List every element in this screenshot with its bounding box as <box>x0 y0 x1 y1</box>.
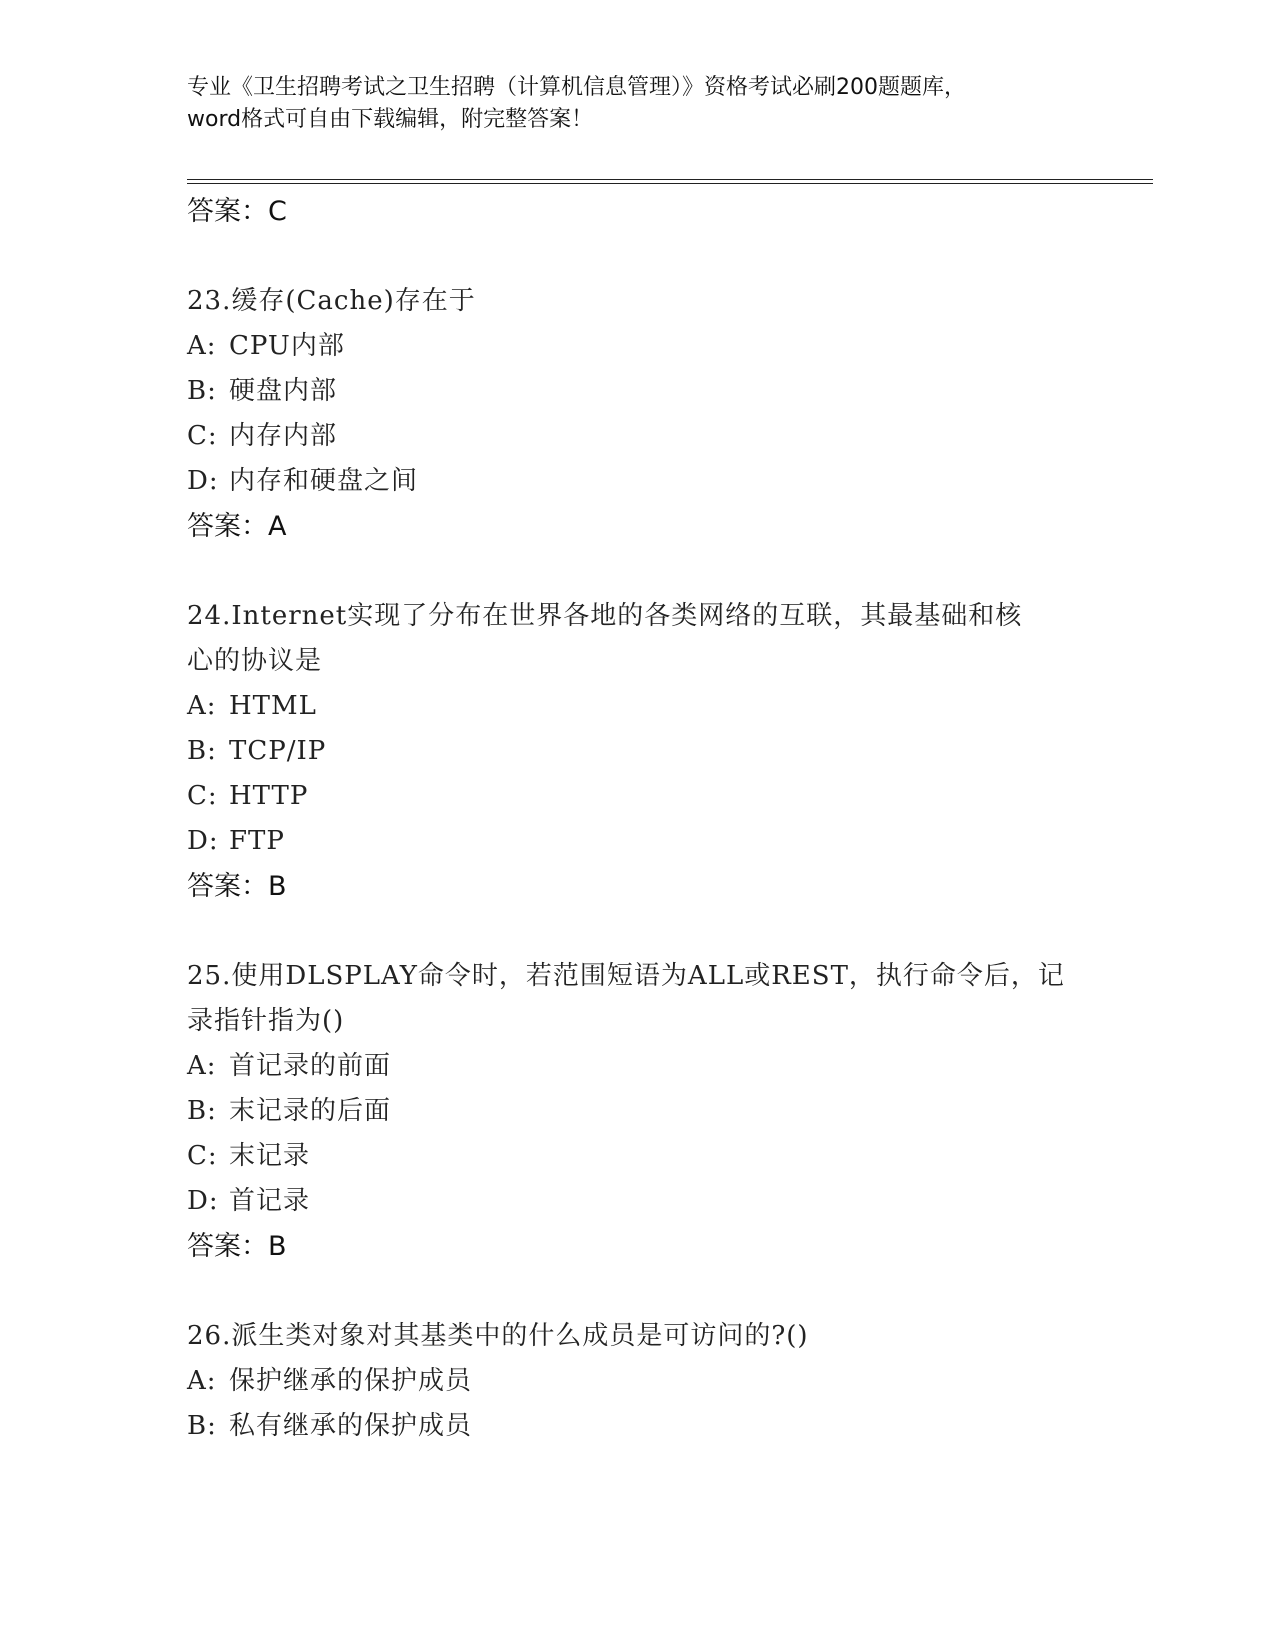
option-a <box>187 684 1127 729</box>
option-a <box>187 1044 1127 1089</box>
option-text: 内存内部 <box>229 421 338 451</box>
option-letter: D: <box>187 826 219 856</box>
header-line-1: 专业《卫生招聘考试之卫生招聘（计算机信息管理）》资格考试必刷200题题库， <box>187 75 966 100</box>
option-d <box>187 819 1127 864</box>
option-text: 保护继承的保护成员 <box>229 1366 473 1396</box>
answer-label: 答案：C <box>187 196 287 227</box>
question-stem <box>187 594 1127 684</box>
option-letter: A: <box>187 1051 217 1081</box>
option-letter: A: <box>187 1366 217 1396</box>
question-stem <box>187 954 1127 1044</box>
question-stem-line: 26.派生类对象对其基类中的什么成员是可访问的?() <box>187 1321 809 1351</box>
answer-label: 答案：A <box>187 511 287 542</box>
option-text: 首记录的前面 <box>229 1051 392 1081</box>
option-letter: C: <box>187 421 218 451</box>
header-line-2: word格式可自由下载编辑，附完整答案！ <box>187 107 594 132</box>
option-letter: B: <box>187 1096 217 1126</box>
option-b <box>187 729 1127 774</box>
option-a <box>187 324 1127 369</box>
option-text: 末记录的后面 <box>229 1096 392 1126</box>
option-c <box>187 1134 1127 1179</box>
option-letter: B: <box>187 376 217 406</box>
option-text: TCP/IP <box>229 736 327 766</box>
option-text: HTTP <box>229 781 309 811</box>
question-stem-line: 心的协议是 <box>187 646 323 676</box>
option-b <box>187 1089 1127 1134</box>
question-stem <box>187 279 1127 324</box>
question-stem-line: 25.使用DLSPLAY命令时，若范围短语为ALL或REST，执行命令后，记 <box>187 961 1065 991</box>
option-text: 私有继承的保护成员 <box>229 1411 473 1441</box>
option-d <box>187 459 1127 504</box>
option-letter: A: <box>187 331 217 361</box>
option-text: HTML <box>229 691 317 721</box>
question-26 <box>187 1314 1127 1449</box>
question-stem <box>187 1314 1127 1359</box>
question-stem-line: 24.Internet实现了分布在世界各地的各类网络的互联，其最基础和核 <box>187 601 1023 631</box>
option-text: 首记录 <box>229 1186 311 1216</box>
header-rule-top <box>187 179 1153 180</box>
option-a <box>187 1359 1127 1404</box>
option-text: CPU内部 <box>229 331 345 361</box>
option-text: 硬盘内部 <box>229 376 338 406</box>
option-letter: D: <box>187 1186 219 1216</box>
question-25 <box>187 954 1127 1270</box>
question-24 <box>187 594 1127 910</box>
option-letter: C: <box>187 781 218 811</box>
question-23 <box>187 279 1127 550</box>
option-text: FTP <box>229 826 285 856</box>
document-body <box>187 189 1127 1493</box>
option-letter: A: <box>187 691 217 721</box>
option-c <box>187 414 1127 459</box>
option-d <box>187 1179 1127 1224</box>
option-letter: C: <box>187 1141 218 1171</box>
answer-label: 答案：B <box>187 871 287 902</box>
option-text: 内存和硬盘之间 <box>229 466 419 496</box>
question-stem-line: 录指针指为() <box>187 1006 345 1036</box>
option-letter: B: <box>187 736 217 766</box>
header-rule-bottom <box>187 183 1153 184</box>
answer-label: 答案：B <box>187 1231 287 1262</box>
question-stem-line: 23.缓存(Cache)存在于 <box>187 286 476 316</box>
page-header <box>187 72 1087 136</box>
option-b <box>187 369 1127 414</box>
option-b <box>187 1404 1127 1449</box>
option-letter: D: <box>187 466 219 496</box>
option-letter: B: <box>187 1411 217 1441</box>
option-text: 末记录 <box>229 1141 311 1171</box>
option-c <box>187 774 1127 819</box>
